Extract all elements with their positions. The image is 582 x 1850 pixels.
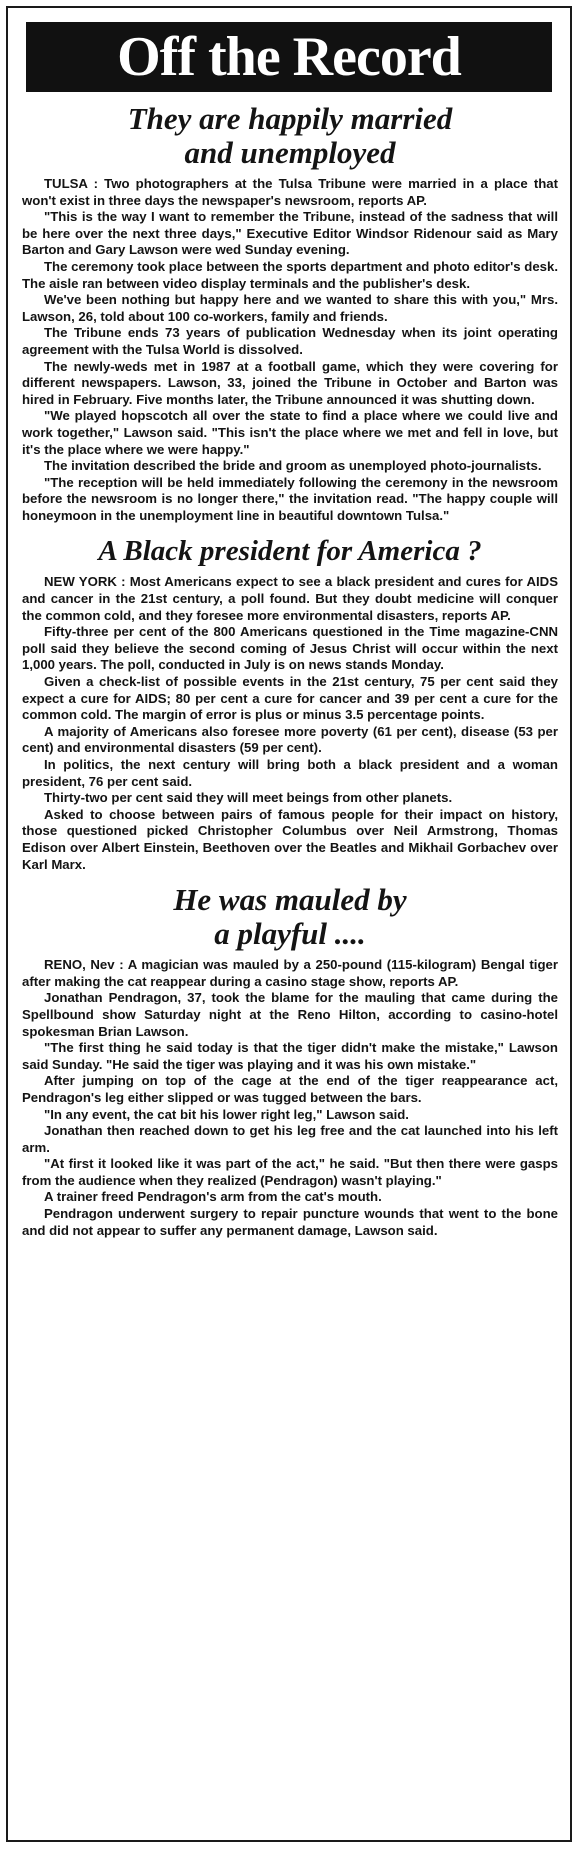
paragraph: "The reception will be held immediately following the ceremony in the newsroom before the newsroom is no longer there," the invitation read. "The happy couple will honeymoon in the unemployment line in beautiful downtown Tulsa." [22, 474, 558, 523]
paragraph: "We played hopscotch all over the state to find a place where we could live and work together," Lawson said. "This isn't the place where we met and fell in love, but it's the place where we were happy." [22, 408, 558, 457]
headline-married [22, 102, 558, 170]
headline-line: He was mauled by [173, 882, 407, 918]
paragraph: We've been nothing but happy here and we wanted to share this with you," Mrs. Lawson, 26, told about 100 co-workers, family and friends. [22, 292, 558, 324]
paragraph: "At first it looked like it was part of the act," he said. "But then there were gasps from the audience when they realized (Pendragon) wasn't playing." [22, 1156, 558, 1188]
paragraph: Jonathan Pendragon, 37, took the blame for the mauling that came during the Spellbound show Saturday night at the Reno Hilton, according to casino-hotel spokesman Brian Lawson. [22, 990, 558, 1039]
paragraph: A trainer freed Pendragon's arm from the cat's mouth. [44, 1189, 382, 1205]
clipping-frame [6, 6, 572, 1842]
paragraph: A majority of Americans also foresee more poverty (61 per cent), disease (53 per cent) and environmental disasters (59 per cent). [22, 723, 558, 756]
paragraph: "This is the way I want to remember the Tribune, instead of the sadness that will be here over the next three days," Executive Editor Windsor Ridenour said as Mary Barton and Gary Lawson were wed Sunday evening. [22, 209, 558, 258]
paragraph: The invitation described the bride and groom as unemployed photo-journalists. [44, 458, 542, 474]
headline-line: a playful .... [214, 916, 366, 952]
article-mauled [8, 883, 570, 1239]
article-black-president [8, 534, 570, 873]
masthead-title: Off the Record [26, 22, 552, 92]
paragraph: "The first thing he said today is that the tiger didn't make the mistake," Lawson said Sunday. "He said the tiger was playing and it was his own mistake." [22, 1040, 558, 1072]
paragraph: Jonathan then reached down to get his leg free and the cat launched into his left arm. [22, 1123, 558, 1155]
paragraph: The newly-weds met in 1987 at a football game, which they were covering for different newspapers. Lawson, 33, joined the Tribune in October and Barton was hired in February. Five months later, the Tribune announced it was shutting down. [22, 358, 558, 407]
paragraph: NEW YORK : Most Americans expect to see a black president and cures for AIDS and cancer in the 21st century, a poll found. But they doubt medicine will conquer the common cold, and they foresee more environmental disasters, reports AP. [22, 574, 558, 623]
paragraph: The ceremony took place between the sports department and photo editor's desk. The aisle ran between video display terminals and the publisher's desk. [22, 258, 558, 291]
paragraph: Pendragon underwent surgery to repair puncture wounds that went to the bone and did not appear to suffer any permanent damage, Lawson said. [22, 1206, 558, 1238]
paragraph: Asked to choose between pairs of famous people for their impact on history, those questioned picked Christopher Columbus over Neil Armstrong, Thomas Edison over Albert Einstein, Beethoven over the Beatles and Mikhail Gorbachev over Karl Marx. [22, 806, 558, 872]
headline-line: They are happily married [127, 101, 453, 136]
paragraph: Thirty-two per cent said they will meet beings from other planets. [44, 790, 453, 806]
paragraph: Fifty-three per cent of the 800 Americans questioned in the Time magazine-CNN poll said they believe the second coming of Jesus Christ will occur within the next 1,000 years. The poll, conducted in July is on news stands Monday. [22, 624, 558, 673]
paragraph: Given a check-list of possible events in the 21st century, 75 per cent said they expect a cure for AIDS; 80 per cent a cure for cancer and 39 per cent a cure for the common cold. The margin of error is plus or minus 3.5 percentage points. [22, 674, 558, 723]
article-married [8, 102, 570, 524]
paragraph: After jumping on top of the cage at the end of the tiger reappearance act, Pendragon's leg either slipped or was tugged between the bars. [22, 1073, 558, 1105]
headline-line: and unemployed [184, 135, 396, 170]
paragraph: TULSA : Two photographers at the Tulsa Tribune were married in a place that won't exist in three days the newspaper's newsroom, reports AP. [22, 176, 558, 208]
paragraph: RENO, Nev : A magician was mauled by a 250-pound (115-kilogram) Bengal tiger after making the cat reappear during a casino stage show, reports AP. [22, 957, 558, 989]
headline-line: A Black president for America ? [98, 535, 482, 568]
paragraph: The Tribune ends 73 years of publication Wednesday when its joint operating agreement with the Tulsa World is dissolved. [22, 325, 558, 357]
paragraph: In politics, the next century will bring both a black president and a woman president, 76 per cent said. [22, 757, 558, 789]
headline-mauled [22, 883, 558, 951]
paragraph: "In any event, the cat bit his lower right leg," Lawson said. [44, 1106, 409, 1122]
headline-black-president [22, 534, 558, 568]
